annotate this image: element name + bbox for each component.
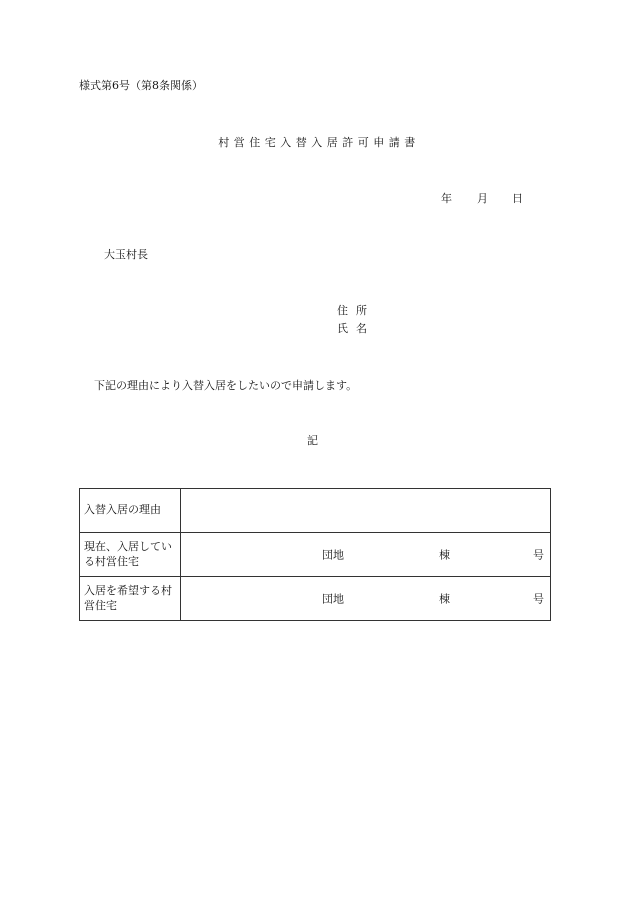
table-row-desired-housing [80,577,551,621]
form-number: 様式第6号（第8条関係） [79,79,203,92]
gou-unit: 号 [533,548,544,561]
tou-unit: 棟 [439,548,450,561]
ki-heading: 記 [307,434,318,447]
current-housing-label: 現在、入居している村営住宅 [80,533,181,577]
request-statement: 下記の理由により入替入居をしたいので申請します。 [94,379,358,392]
desired-housing-label: 入居を希望する村営住宅 [80,577,181,621]
document-title: 村営住宅入替入居許可申請書 [218,136,420,149]
gou-unit: 号 [533,592,544,605]
reason-field[interactable] [181,489,551,533]
application-table [79,488,551,621]
name-label: 氏名 [337,322,375,335]
table-row-current-housing [80,533,551,577]
date-month-label: 月 [477,192,488,205]
date-year-label: 年 [441,192,452,205]
addressee: 大玉村長 [104,248,148,261]
table-row-reason [80,489,551,533]
tou-unit: 棟 [439,592,450,605]
desired-housing-field[interactable] [181,577,551,621]
danchi-unit: 団地 [322,548,344,561]
address-label: 住所 [337,304,375,317]
current-housing-field[interactable] [181,533,551,577]
reason-label: 入替入居の理由 [80,489,181,533]
danchi-unit: 団地 [322,592,344,605]
date-day-label: 日 [512,192,523,205]
